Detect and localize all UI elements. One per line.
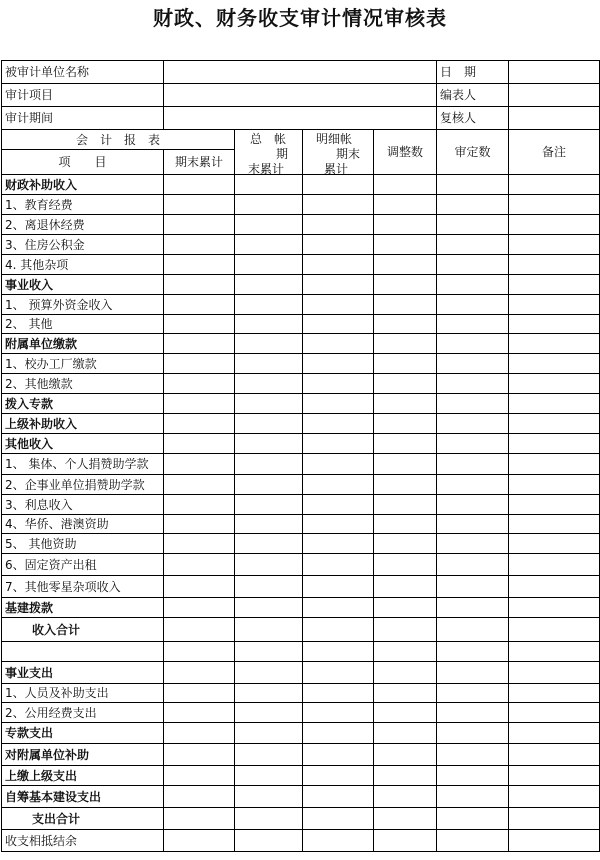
row-label: 2、离退休经费 [2, 215, 164, 235]
row-label: 事业收入 [2, 275, 164, 295]
detail-cell[interactable] [303, 744, 374, 766]
approved-cell[interactable] [437, 766, 509, 786]
table-row [2, 394, 600, 414]
detail-cell[interactable] [303, 534, 374, 554]
table-row [2, 786, 600, 808]
info-right-value[interactable] [509, 107, 600, 130]
approved-cell[interactable] [437, 830, 509, 852]
row-label: 对附属单位补助 [2, 744, 164, 766]
header-row-1 [2, 130, 600, 150]
detail-cell[interactable] [303, 334, 374, 354]
remark-cell[interactable] [509, 618, 600, 642]
info-row [2, 107, 600, 130]
adjust-cell[interactable] [374, 374, 437, 394]
period-total-cell[interactable] [164, 830, 235, 852]
detail-cell[interactable] [303, 434, 374, 454]
detail-cell[interactable] [303, 786, 374, 808]
table-row [2, 454, 600, 475]
table-row [2, 744, 600, 766]
detail-cell[interactable] [303, 175, 374, 195]
detail-cell[interactable] [303, 295, 374, 315]
remark-cell[interactable] [509, 534, 600, 554]
remark-cell[interactable] [509, 195, 600, 215]
detail-cell[interactable] [303, 255, 374, 275]
remark-cell[interactable] [509, 598, 600, 618]
ledger-cell[interactable] [235, 598, 303, 618]
ledger-cell[interactable] [235, 515, 303, 534]
row-label: 2、企事业单位捐赞助学款 [2, 475, 164, 495]
header-detail-line2: 期末 [336, 147, 361, 161]
period-total-cell[interactable] [164, 495, 235, 515]
approved-cell[interactable] [437, 703, 509, 723]
row-label: 7、其他零星杂项收入 [2, 576, 164, 598]
table-row [2, 554, 600, 576]
period-total-cell[interactable] [164, 374, 235, 394]
remark-cell[interactable] [509, 830, 600, 852]
approved-cell[interactable] [437, 295, 509, 315]
period-total-cell[interactable] [164, 786, 235, 808]
remark-cell[interactable] [509, 515, 600, 534]
ledger-cell[interactable] [235, 554, 303, 576]
row-label: 5、 其他资助 [2, 534, 164, 554]
remark-cell[interactable] [509, 315, 600, 334]
ledger-cell[interactable] [235, 662, 303, 684]
period-total-cell[interactable] [164, 334, 235, 354]
ledger-cell[interactable] [235, 374, 303, 394]
info-right-label: 日 期 [437, 61, 509, 84]
table-row [2, 515, 600, 534]
period-total-cell[interactable] [164, 454, 235, 475]
approved-cell[interactable] [437, 454, 509, 475]
info-right-value[interactable] [509, 84, 600, 107]
remark-cell[interactable] [509, 334, 600, 354]
period-total-cell[interactable] [164, 414, 235, 434]
ledger-cell[interactable] [235, 454, 303, 475]
approved-cell[interactable] [437, 334, 509, 354]
row-label: 上级补助收入 [2, 414, 164, 434]
info-value[interactable] [164, 107, 437, 130]
ledger-cell[interactable] [235, 354, 303, 374]
adjust-cell[interactable] [374, 175, 437, 195]
remark-cell[interactable] [509, 744, 600, 766]
table-row [2, 830, 600, 852]
remark-cell[interactable] [509, 215, 600, 235]
detail-cell[interactable] [303, 766, 374, 786]
adjust-cell[interactable] [374, 354, 437, 374]
detail-cell[interactable] [303, 454, 374, 475]
table-row [2, 374, 600, 394]
row-label: 4、华侨、港澳资助 [2, 515, 164, 534]
remark-cell[interactable] [509, 235, 600, 255]
period-total-cell[interactable] [164, 598, 235, 618]
info-value[interactable] [164, 61, 437, 84]
period-total-cell[interactable] [164, 354, 235, 374]
remark-cell[interactable] [509, 766, 600, 786]
header-detail [303, 130, 374, 175]
approved-cell[interactable] [437, 744, 509, 766]
ledger-cell[interactable] [235, 495, 303, 515]
period-total-cell[interactable] [164, 394, 235, 414]
period-total-cell[interactable] [164, 576, 235, 598]
adjust-cell[interactable] [374, 195, 437, 215]
row-label: 1、校办工厂缴款 [2, 354, 164, 374]
adjust-cell[interactable] [374, 394, 437, 414]
adjust-cell[interactable] [374, 295, 437, 315]
row-label: 2、其他缴款 [2, 374, 164, 394]
adjust-cell[interactable] [374, 255, 437, 275]
audit-table [1, 60, 600, 852]
approved-cell[interactable] [437, 374, 509, 394]
table-row [2, 534, 600, 554]
remark-cell[interactable] [509, 642, 600, 662]
info-row [2, 61, 600, 84]
approved-cell[interactable] [437, 684, 509, 703]
table-row [2, 175, 600, 195]
adjust-cell[interactable] [374, 315, 437, 334]
period-total-cell[interactable] [164, 275, 235, 295]
period-total-cell[interactable] [164, 475, 235, 495]
approved-cell[interactable] [437, 786, 509, 808]
table-row [2, 808, 600, 830]
header-remark: 备注 [509, 130, 600, 175]
approved-cell[interactable] [437, 515, 509, 534]
row-label: 自筹基本建设支出 [2, 786, 164, 808]
detail-cell[interactable] [303, 394, 374, 414]
table-row [2, 475, 600, 495]
approved-cell[interactable] [437, 723, 509, 744]
row-label: 6、固定资产出租 [2, 554, 164, 576]
table-row [2, 275, 600, 295]
ledger-cell[interactable] [235, 295, 303, 315]
row-label: 4. 其他杂项 [2, 255, 164, 275]
remark-cell[interactable] [509, 703, 600, 723]
ledger-cell[interactable] [235, 576, 303, 598]
approved-cell[interactable] [437, 642, 509, 662]
ledger-cell[interactable] [235, 195, 303, 215]
period-total-cell[interactable] [164, 723, 235, 744]
period-total-cell[interactable] [164, 662, 235, 684]
adjust-cell[interactable] [374, 618, 437, 642]
info-right-value[interactable] [509, 61, 600, 84]
table-row [2, 295, 600, 315]
adjust-cell[interactable] [374, 475, 437, 495]
period-total-cell[interactable] [164, 766, 235, 786]
period-total-cell[interactable] [164, 534, 235, 554]
ledger-cell[interactable] [235, 744, 303, 766]
ledger-cell[interactable] [235, 723, 303, 744]
table-row [2, 434, 600, 454]
period-total-cell[interactable] [164, 744, 235, 766]
header-ledger-line2: 期 [276, 147, 289, 161]
period-total-cell[interactable] [164, 215, 235, 235]
row-label: 2、 其他 [2, 315, 164, 334]
detail-cell[interactable] [303, 808, 374, 830]
approved-cell[interactable] [437, 215, 509, 235]
ledger-cell[interactable] [235, 534, 303, 554]
detail-cell[interactable] [303, 195, 374, 215]
info-right-label: 复核人 [437, 107, 509, 130]
approved-cell[interactable] [437, 598, 509, 618]
period-total-cell[interactable] [164, 808, 235, 830]
adjust-cell[interactable] [374, 808, 437, 830]
detail-cell[interactable] [303, 684, 374, 703]
period-total-cell[interactable] [164, 315, 235, 334]
remark-cell[interactable] [509, 786, 600, 808]
period-total-cell[interactable] [164, 434, 235, 454]
header-approved: 审定数 [437, 130, 509, 175]
detail-cell[interactable] [303, 495, 374, 515]
table-row [2, 576, 600, 598]
row-label: 支出合计 [2, 808, 164, 830]
remark-cell[interactable] [509, 576, 600, 598]
remark-cell[interactable] [509, 684, 600, 703]
period-total-cell[interactable] [164, 642, 235, 662]
ledger-cell[interactable] [235, 215, 303, 235]
adjust-cell[interactable] [374, 723, 437, 744]
adjust-cell[interactable] [374, 598, 437, 618]
row-label: 2、公用经费支出 [2, 703, 164, 723]
row-label: 财政补助收入 [2, 175, 164, 195]
ledger-cell[interactable] [235, 618, 303, 642]
row-label: 1、 预算外资金收入 [2, 295, 164, 315]
detail-cell[interactable] [303, 576, 374, 598]
period-total-cell[interactable] [164, 554, 235, 576]
table-row [2, 495, 600, 515]
table-row [2, 235, 600, 255]
approved-cell[interactable] [437, 255, 509, 275]
table-row [2, 618, 600, 642]
table-row [2, 354, 600, 374]
detail-cell[interactable] [303, 354, 374, 374]
adjust-cell[interactable] [374, 434, 437, 454]
approved-cell[interactable] [437, 554, 509, 576]
row-label: 3、利息收入 [2, 495, 164, 515]
remark-cell[interactable] [509, 354, 600, 374]
detail-cell[interactable] [303, 475, 374, 495]
row-label: 拨入专款 [2, 394, 164, 414]
header-ledger-line1: 总 帐 [250, 132, 287, 146]
adjust-cell[interactable] [374, 830, 437, 852]
detail-cell[interactable] [303, 723, 374, 744]
detail-cell[interactable] [303, 598, 374, 618]
ledger-cell[interactable] [235, 475, 303, 495]
ledger-cell[interactable] [235, 334, 303, 354]
header-ledger-line3: 末累计 [248, 162, 285, 175]
detail-cell[interactable] [303, 275, 374, 295]
info-row [2, 84, 600, 107]
info-value[interactable] [164, 84, 437, 107]
period-total-cell[interactable] [164, 515, 235, 534]
approved-cell[interactable] [437, 354, 509, 374]
adjust-cell[interactable] [374, 334, 437, 354]
period-total-cell[interactable] [164, 195, 235, 215]
table-row [2, 703, 600, 723]
row-label: 1、人员及补助支出 [2, 684, 164, 703]
header-detail-line1: 明细帐 [316, 132, 353, 146]
header-ledger [235, 130, 303, 175]
header-report: 会 计 报 表 [2, 130, 235, 150]
row-label: 专款支出 [2, 723, 164, 744]
detail-cell[interactable] [303, 215, 374, 235]
detail-cell[interactable] [303, 642, 374, 662]
period-total-cell[interactable] [164, 175, 235, 195]
detail-cell[interactable] [303, 315, 374, 334]
remark-cell[interactable] [509, 394, 600, 414]
adjust-cell[interactable] [374, 744, 437, 766]
row-label: 其他收入 [2, 434, 164, 454]
info-right-label: 编表人 [437, 84, 509, 107]
approved-cell[interactable] [437, 576, 509, 598]
remark-cell[interactable] [509, 808, 600, 830]
info-label: 被审计单位名称 [2, 61, 164, 84]
approved-cell[interactable] [437, 235, 509, 255]
detail-cell[interactable] [303, 414, 374, 434]
row-label: 收支相抵结余 [2, 830, 164, 852]
ledger-cell[interactable] [235, 830, 303, 852]
adjust-cell[interactable] [374, 684, 437, 703]
period-total-cell[interactable] [164, 703, 235, 723]
approved-cell[interactable] [437, 475, 509, 495]
adjust-cell[interactable] [374, 414, 437, 434]
table-row [2, 215, 600, 235]
detail-cell[interactable] [303, 830, 374, 852]
adjust-cell[interactable] [374, 275, 437, 295]
adjust-cell[interactable] [374, 662, 437, 684]
ledger-cell[interactable] [235, 684, 303, 703]
table-row [2, 684, 600, 703]
remark-cell[interactable] [509, 454, 600, 475]
approved-cell[interactable] [437, 394, 509, 414]
ledger-cell[interactable] [235, 394, 303, 414]
remark-cell[interactable] [509, 374, 600, 394]
remark-cell[interactable] [509, 495, 600, 515]
period-total-cell[interactable] [164, 684, 235, 703]
adjust-cell[interactable] [374, 642, 437, 662]
adjust-cell[interactable] [374, 515, 437, 534]
ledger-cell[interactable] [235, 255, 303, 275]
remark-cell[interactable] [509, 175, 600, 195]
adjust-cell[interactable] [374, 554, 437, 576]
period-total-cell[interactable] [164, 295, 235, 315]
info-label: 审计期间 [2, 107, 164, 130]
approved-cell[interactable] [437, 534, 509, 554]
row-label: 附属单位缴款 [2, 334, 164, 354]
row-label: 上缴上级支出 [2, 766, 164, 786]
detail-cell[interactable] [303, 662, 374, 684]
adjust-cell[interactable] [374, 576, 437, 598]
period-total-cell[interactable] [164, 255, 235, 275]
remark-cell[interactable] [509, 662, 600, 684]
detail-cell[interactable] [303, 374, 374, 394]
adjust-cell[interactable] [374, 703, 437, 723]
adjust-cell[interactable] [374, 786, 437, 808]
adjust-cell[interactable] [374, 215, 437, 235]
adjust-cell[interactable] [374, 766, 437, 786]
ledger-cell[interactable] [235, 786, 303, 808]
row-label: 收入合计 [2, 618, 164, 642]
remark-cell[interactable] [509, 475, 600, 495]
table-row [2, 662, 600, 684]
table-row [2, 598, 600, 618]
detail-cell[interactable] [303, 554, 374, 576]
ledger-cell[interactable] [235, 315, 303, 334]
table-row [2, 315, 600, 334]
remark-cell[interactable] [509, 275, 600, 295]
table-row [2, 195, 600, 215]
approved-cell[interactable] [437, 808, 509, 830]
period-total-cell[interactable] [164, 235, 235, 255]
ledger-cell[interactable] [235, 642, 303, 662]
table-row [2, 642, 600, 662]
table-row [2, 766, 600, 786]
ledger-cell[interactable] [235, 703, 303, 723]
adjust-cell[interactable] [374, 495, 437, 515]
remark-cell[interactable] [509, 723, 600, 744]
row-label: 1、 集体、个人捐赞助学款 [2, 454, 164, 475]
remark-cell[interactable] [509, 434, 600, 454]
table-row [2, 414, 600, 434]
approved-cell[interactable] [437, 195, 509, 215]
page-title: 财政、财务收支审计情况审核表 [153, 6, 447, 30]
table-row [2, 334, 600, 354]
ledger-cell[interactable] [235, 275, 303, 295]
row-label: 1、教育经费 [2, 195, 164, 215]
approved-cell[interactable] [437, 414, 509, 434]
ledger-cell[interactable] [235, 766, 303, 786]
header-item: 项 目 [2, 150, 164, 175]
ledger-cell[interactable] [235, 414, 303, 434]
remark-cell[interactable] [509, 255, 600, 275]
ledger-cell[interactable] [235, 235, 303, 255]
header-period-total: 期末累计 [164, 150, 235, 175]
header-adjust: 调整数 [374, 130, 437, 175]
header-detail-line3: 累计 [324, 162, 349, 175]
remark-cell[interactable] [509, 554, 600, 576]
row-label: 事业支出 [2, 662, 164, 684]
row-label: 3、住房公积金 [2, 235, 164, 255]
detail-cell[interactable] [303, 515, 374, 534]
approved-cell[interactable] [437, 618, 509, 642]
remark-cell[interactable] [509, 295, 600, 315]
ledger-cell[interactable] [235, 434, 303, 454]
detail-cell[interactable] [303, 618, 374, 642]
approved-cell[interactable] [437, 495, 509, 515]
approved-cell[interactable] [437, 315, 509, 334]
row-label [2, 642, 164, 662]
adjust-cell[interactable] [374, 235, 437, 255]
table-row [2, 723, 600, 744]
adjust-cell[interactable] [374, 534, 437, 554]
adjust-cell[interactable] [374, 454, 437, 475]
info-label: 审计项目 [2, 84, 164, 107]
approved-cell[interactable] [437, 275, 509, 295]
ledger-cell[interactable] [235, 175, 303, 195]
row-label: 基建拨款 [2, 598, 164, 618]
table-row [2, 255, 600, 275]
remark-cell[interactable] [509, 414, 600, 434]
detail-cell[interactable] [303, 703, 374, 723]
approved-cell[interactable] [437, 662, 509, 684]
detail-cell[interactable] [303, 235, 374, 255]
approved-cell[interactable] [437, 434, 509, 454]
approved-cell[interactable] [437, 175, 509, 195]
period-total-cell[interactable] [164, 618, 235, 642]
ledger-cell[interactable] [235, 808, 303, 830]
